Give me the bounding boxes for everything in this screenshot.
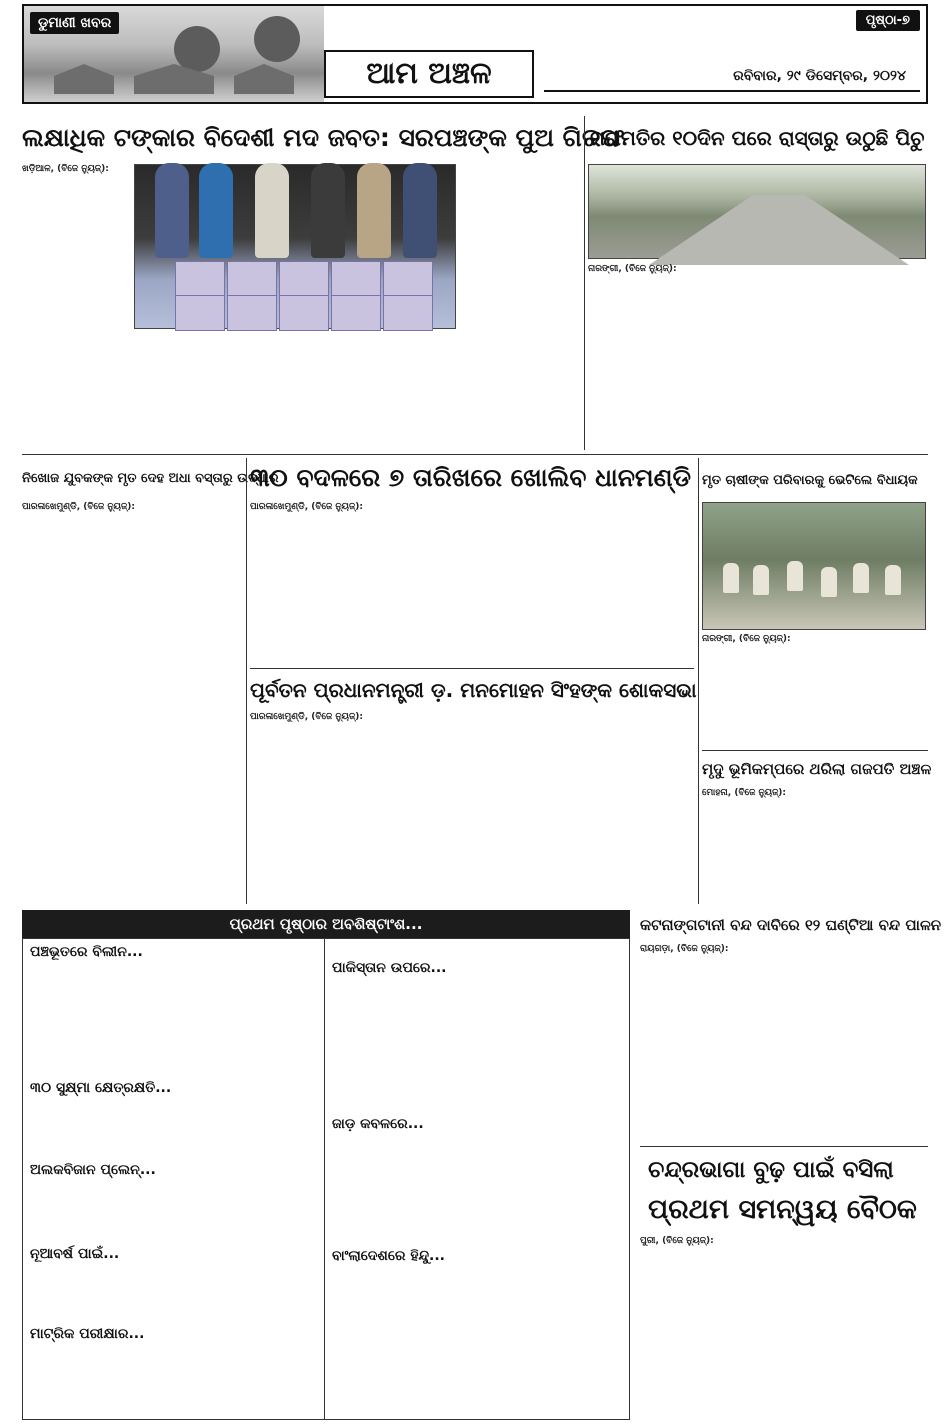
person-shape: [403, 163, 437, 258]
condolence-headline: ପୂର୍ବତନ ପ୍ରଧାନମନ୍ତ୍ରୀ ଡ଼. ମନମୋହନ ସିଂହଙ୍କ ଶୋକସଭା: [250, 678, 697, 702]
continued-item-text: [332, 1266, 624, 1416]
continued-item-text: [30, 1264, 318, 1320]
mla-meeting-photo: [702, 502, 926, 630]
continued-item-heading: ଅଲକବିଜାନ ପ୍ଲେନ୍...: [30, 1162, 156, 1178]
seized-liquor-photo: [134, 164, 456, 329]
person-shape: [199, 163, 233, 258]
issue-date: ରବିବାର, ୨୯ ଡିସେମ୍ବର, ୨୦୨୪: [733, 68, 906, 84]
hut-shape: [54, 64, 114, 94]
liquor-carton: [279, 295, 329, 331]
masthead: [22, 4, 928, 104]
column-rule: [698, 458, 699, 904]
liquor-text-col4: [460, 164, 580, 450]
continued-item-text: [332, 978, 624, 1112]
continued-item-heading: ପଞ୍ଚଭୂତରେ ବିଲୀନ...: [30, 944, 143, 960]
hut-shape: [234, 64, 294, 94]
mla-visit-dateline: ନାରଙ୍ଗୀ, (ବିଜେ ନ୍ୟୁଜ୍):: [702, 634, 791, 644]
bandh-dateline: ରାୟଗଡ଼ା, (ବିଜେ ନ୍ୟୁଜ୍):: [640, 944, 729, 954]
tree-shape: [174, 26, 220, 72]
person-shape: [885, 565, 901, 595]
column-rule: [584, 116, 585, 450]
section-rule: [702, 750, 928, 751]
liquor-carton: [331, 261, 381, 297]
person-shape: [357, 163, 391, 258]
section-label: ଡୁମାଣୀ ଖବର: [30, 12, 119, 34]
missing-youth-dateline: ପାରଳାଖେମୁଣ୍ଡି, (ବିଜେ ନ୍ୟୁଜ୍):: [22, 502, 135, 512]
section-rule: [250, 668, 694, 669]
road-text: [588, 264, 928, 450]
person-shape: [787, 561, 803, 591]
continued-item-heading: ଜାଡ଼ କବଳରେ...: [332, 1116, 424, 1132]
continued-item-text: [30, 1180, 318, 1240]
continued-item-text: [30, 1098, 318, 1158]
column-rule: [246, 458, 247, 904]
liquor-carton: [227, 261, 277, 297]
bandh-text: [640, 944, 928, 1140]
chandrabhaga-headline-line2: ପ୍ରଥମ ସମନ୍ୱୟ ବୈଠକ: [648, 1194, 917, 1225]
mla-visit-headline: ମୃତ ଚାଷୀଙ୍କ ପରିବାରକୁ ଭେଟିଲେ ବିଧାୟକ: [702, 473, 918, 488]
chandrabhaga-dateline: ପୁରୀ, (ବିଜେ ନ୍ୟୁଜ୍):: [640, 1236, 714, 1246]
continued-item-text: [30, 962, 318, 1076]
road-headline: ମରାମତିର ୧୦ଦିନ ପରେ ରାସ୍ତାରୁ ଉଠୁଛି ପିଚୁ: [590, 126, 925, 150]
mandi-dateline: ପାରଳାଖେମୁଣ୍ଡି, (ବିଜେ ନ୍ୟୁଜ୍):: [250, 502, 363, 512]
person-shape: [155, 163, 189, 258]
mandi-text: [250, 502, 694, 664]
continued-item-text: [332, 1134, 624, 1246]
liquor-headline: ଲକ୍ଷାଧିକ ଟଙ୍କାର ବିଦେଶୀ ମଦ ଜବତ: ସରପଞ୍ଚଙ୍କ ପୁଅ ଗିରଫ: [22, 123, 625, 152]
tree-shape: [254, 16, 300, 62]
continued-item-heading: ବାଂଲାଦେଶରେ ହିନ୍ଦୁ...: [332, 1248, 446, 1264]
liquor-carton: [331, 295, 381, 331]
page-number: ପୃଷ୍ଠା-୭: [856, 10, 920, 31]
liquor-carton: [227, 295, 277, 331]
liquor-carton: [175, 261, 225, 297]
earthquake-headline: ମୃଦୁ ଭୂମିକମ୍ପରେ ଥରିଲା ଗଜପତି ଅଞ୍ଚଳ: [702, 760, 932, 778]
damaged-road-photo: [588, 164, 926, 259]
masthead-rule: [544, 90, 920, 92]
liquor-carton: [383, 261, 433, 297]
person-shape: [753, 565, 769, 595]
earthquake-dateline: ମୋହନା, (ବିଜେ ନ୍ୟୁଜ୍):: [702, 788, 786, 798]
road-shape: [649, 195, 909, 265]
continued-item-text: [30, 1344, 318, 1416]
liquor-carton: [175, 295, 225, 331]
mla-visit-text: [702, 634, 928, 746]
person-shape: [853, 563, 869, 593]
chandrabhaga-text: [640, 1236, 928, 1420]
bandh-headline: କଟନାଙ୍ଗଟାନୀ ବନ୍ଦ ଦାବିରେ ୧୨ ଘଣ୍ଟିଆ ବନ୍ଦ ପାଳନ: [640, 916, 942, 934]
section-rule: [640, 1146, 928, 1147]
missing-youth-headline: ନିଖୋଜ ଯୁବକଙ୍କ ମୃତ ଦେହ ଅଧା ବସ୍ତାରୁ ଉଦ୍ଧାର: [22, 471, 279, 486]
earthquake-text: [702, 788, 928, 902]
condolence-text: [250, 712, 694, 902]
section-rule: [22, 454, 928, 455]
continued-banner: ପ୍ରଥମ ପୃଷ୍ଠାର ଅବଶିଷ୍ଟାଂଶ...: [22, 910, 630, 938]
continued-item-heading: ନୂଆବର୍ଷ ପାଇଁ...: [30, 1246, 120, 1262]
column-rule: [324, 938, 325, 1420]
missing-youth-text: [22, 502, 244, 902]
liquor-carton: [279, 261, 329, 297]
person-shape: [255, 163, 289, 258]
person-shape: [821, 567, 837, 597]
continued-item-heading: ପାକିସ୍ତାନ ଉପରେ...: [332, 960, 447, 976]
liquor-dateline: ଖଡ଼ିଆଳ, (ବିଜେ ନ୍ୟୁଜ୍):: [22, 164, 109, 174]
liquor-text-col1: [22, 164, 130, 450]
continued-item-heading: ମାଟ୍ରିକ ପରୀକ୍ଷାର...: [30, 1326, 145, 1342]
road-dateline: ନାରଙ୍ଗୀ, (ବିଜେ ନ୍ୟୁଜ୍):: [588, 264, 677, 274]
condolence-dateline: ପାରଳାଖେମୁଣ୍ଡି, (ବିଜେ ନ୍ୟୁଜ୍):: [250, 712, 363, 722]
person-shape: [311, 163, 345, 258]
page-title: ଆମ ଅଞ୍ଚଳ: [324, 50, 534, 98]
chandrabhaga-headline-line1: ଚନ୍ଦ୍ରଭାଗା ବୁଢ଼ ପାଇଁ ବସିଲା: [648, 1157, 894, 1183]
liquor-carton: [383, 295, 433, 331]
person-shape: [723, 563, 739, 593]
mandi-headline: ୩୦ ବଦଳରେ ୭ ତାରିଖରେ ଖୋଲିବ ଧାନମଣ୍ଡି: [250, 463, 692, 492]
liquor-text-lower: [134, 334, 456, 450]
continued-item-heading: ୩୦ ସୁକ୍ଷ୍ମା କ୍ଷେତ୍ରକ୍ଷତି...: [30, 1080, 172, 1096]
